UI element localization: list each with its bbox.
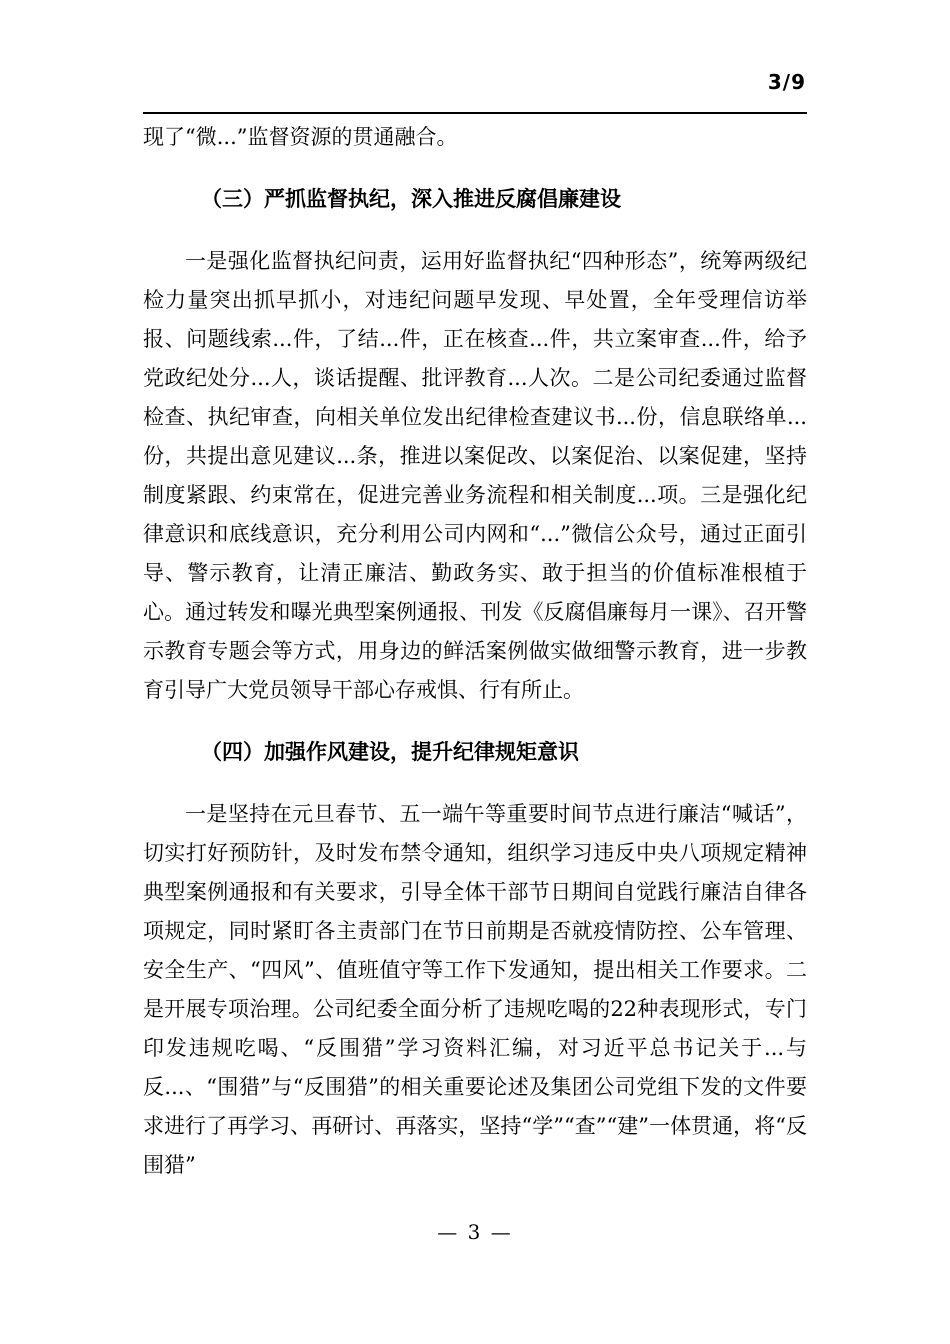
paragraph-supervision: 一是强化监督执纪问责，运用好监督执纪“四种形态”，统筹两级纪检力量突出抓早抓小，对违纪问题早发现、早处置，全年受理信访举报、问题线索...件，了结...件，正在核查...件，共立案审查...件，给予党政纪处分...人，谈话提醒、批评教育...人次。二是公司纪委通过监督检查、执纪审查，向相关单位发出纪律检查建议书...份，信息联络单...份，共提出意见建议...条，推进以案促改、以案促治、以案促建，坚持制度紧跟、约束常在，促进完善业务流程和相关制度...项。三是强化纪律意识和底线意识，充分利用公司内网和“...”微信公众号，通过正面引导、警示教育，让清正廉洁、勤政务实、敢于担当的价值标准根植于心。通过转发和曝光典型案例通报、刊发《反腐倡廉每月一课》、召开警示教育专题会等方式，用身边的鲜活案例做实做细警示教育，进一步教育引导广大党员领导干部心存戒惧、行有所止。 <box>143 249 807 702</box>
page-indicator: 3/9 <box>767 70 806 94</box>
document-body <box>143 118 807 1185</box>
section-heading-4: （四）加强作风建设，提升纪律规矩意识 <box>201 740 579 764</box>
paragraph-work-style: 一是坚持在元旦春节、五一端午等重要时间节点进行廉洁“喊话”，切实打好预防针，及时发布禁令通知，组织学习违反中央八项规定精神典型案例通报和有关要求，引导全体干部节日期间自觉践行廉洁自律各项规定，同时紧盯各主责部门在节日前期是否就疫情防控、公车管理、安全生产、“四风”、值班值守等工作下发通知，提出相关工作要求。二是开展专项治理。公司纪委全面分析了违规吃喝的22种表现形式，专门印发违规吃喝、“反围猎”学习资料汇编，对习近平总书记关于...与反...、“围猎”与“反围猎”的相关重要论述及集团公司党组下发的文件要求进行了再学习、再研讨、再落实，坚持“学”“查”“建”一体贯通，将“反围猎” <box>143 802 807 1177</box>
section-heading-3: （三）严抓监督执纪，深入推进反腐倡廉建设 <box>201 187 621 211</box>
header-divider <box>143 112 807 114</box>
footer-page-number: — 3 — <box>437 1220 513 1244</box>
paragraph-continuation: 现了“微...”监督资源的贯通融合。 <box>143 125 458 149</box>
